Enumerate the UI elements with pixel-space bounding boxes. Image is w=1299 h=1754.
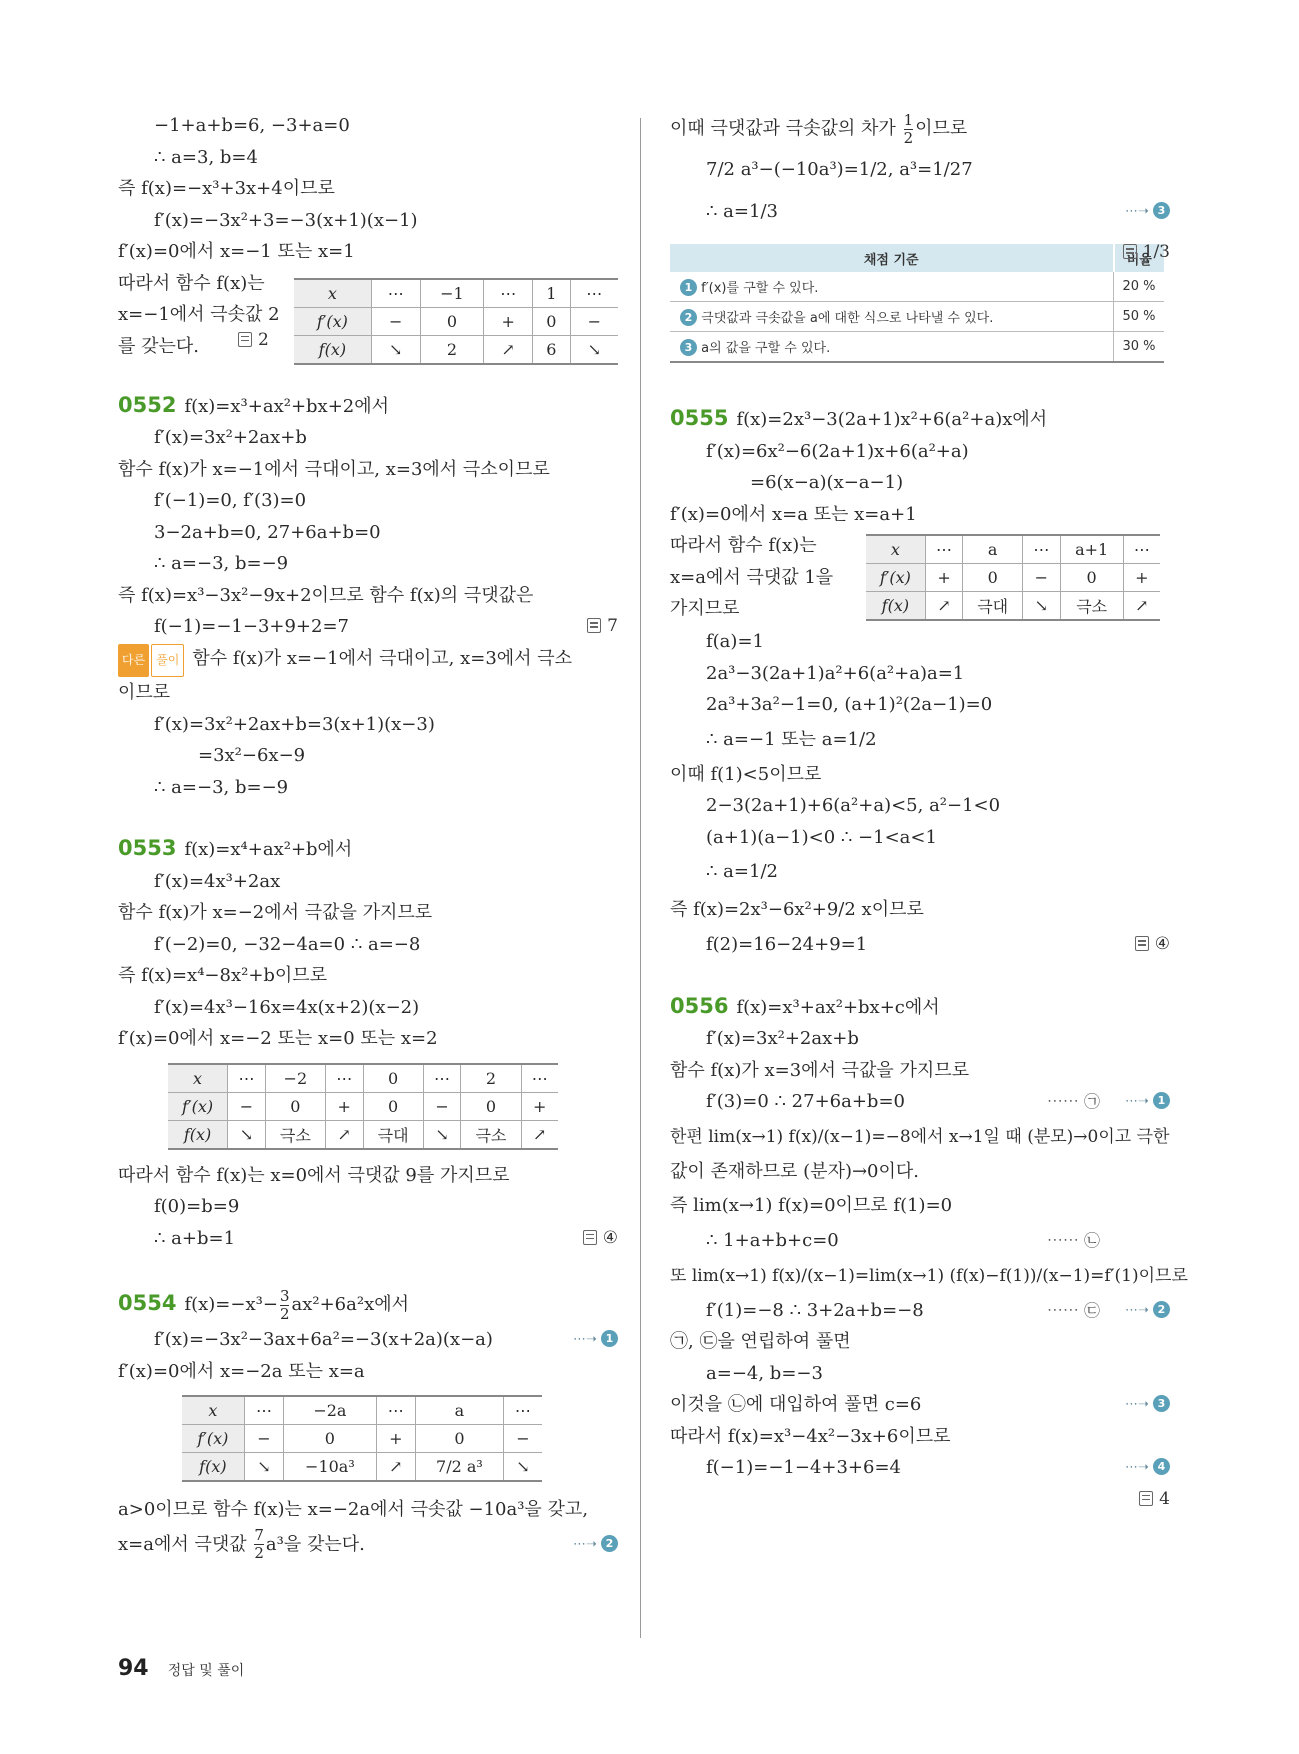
table-cell: ↗ bbox=[325, 1120, 363, 1149]
line: ∴ a=1/3 ⋯➝ 3 bbox=[670, 192, 1170, 232]
table-cell: −2 bbox=[265, 1064, 325, 1093]
line: 2a³+3a²−1=0, (a+1)²(2a−1)=0 bbox=[706, 694, 993, 715]
table-cell: ↘ bbox=[423, 1120, 461, 1149]
table-cell: ⋯ bbox=[925, 535, 962, 564]
table-row bbox=[294, 279, 618, 308]
table-cell: a bbox=[415, 1396, 503, 1425]
table-cell: f′(x) bbox=[168, 1092, 228, 1120]
table-cell: 극대 bbox=[963, 592, 1023, 621]
table-cell: ⋯ bbox=[570, 279, 618, 308]
line: (a+1)(a−1)<0 ∴ −1<a<1 bbox=[706, 826, 937, 848]
step-mark: ⋯➝ 2 bbox=[573, 1526, 618, 1564]
answer-icon bbox=[1123, 244, 1137, 259]
line: −1+a+b=6, −3+a=0 bbox=[154, 115, 350, 136]
step-mark: ⋯➝ 1 bbox=[1125, 1086, 1170, 1118]
line: ∴ a=−1 또는 a=1/2 bbox=[706, 728, 877, 750]
criteria-row: 2 극댓값과 극솟값을 a에 대한 식으로 나타낼 수 있다. 50 % bbox=[670, 302, 1164, 332]
line: 이때 f(1)<5이므로 bbox=[670, 763, 822, 785]
table-cell: ⋯ bbox=[521, 1064, 558, 1093]
table-cell: ⋯ bbox=[325, 1064, 363, 1093]
line: 즉 lim(x→1) f(x)=0이므로 f(1)=0 bbox=[670, 1195, 953, 1216]
equation-tag: ⋯⋯ ㉡ bbox=[1046, 1231, 1100, 1250]
line: 즉 f(x)=x⁴−8x²+b이므로 bbox=[118, 965, 328, 986]
table-cell: + bbox=[1123, 564, 1160, 592]
page-number: 94 bbox=[118, 1656, 149, 1681]
table-cell: ⋯ bbox=[484, 279, 533, 308]
table-cell: − bbox=[570, 307, 618, 335]
table-cell: ↗ bbox=[925, 592, 962, 621]
table-cell: ↗ bbox=[484, 335, 533, 364]
table-cell: 극소 bbox=[1060, 592, 1123, 621]
table-cell: f(x) bbox=[866, 592, 925, 621]
line: a>0이므로 함수 f(x)는 x=−2a에서 극솟값 −10a³을 갖고, bbox=[118, 1499, 589, 1520]
line: ∴ a=−3, b=−9 bbox=[154, 553, 289, 574]
line: 따라서 함수 f(x)는 bbox=[118, 272, 265, 294]
line: =3x²−6x−9 bbox=[198, 745, 306, 766]
table-cell: 2 bbox=[420, 335, 484, 364]
table-cell: 0 bbox=[363, 1064, 423, 1093]
line: 이것을 ㉡에 대입하여 풀면 c=6 ⋯➝ 3 bbox=[670, 1389, 1170, 1421]
table-cell: 극소 bbox=[461, 1120, 521, 1149]
table-cell: f′(x) bbox=[294, 307, 371, 335]
line: f′(−1)=0, f′(3)=0 bbox=[154, 490, 307, 511]
table-cell: ⋯ bbox=[228, 1064, 266, 1093]
answer: ④ bbox=[1135, 929, 1170, 961]
table-cell: x bbox=[168, 1064, 228, 1093]
grading-criteria-table bbox=[670, 244, 1164, 363]
table-cell: ↘ bbox=[244, 1453, 283, 1482]
table-cell: 0 bbox=[1060, 564, 1123, 592]
line: f(2)=16−24+9=1 ④ bbox=[670, 929, 1170, 961]
step-mark: ⋯➝ 3 bbox=[1125, 192, 1170, 232]
answer: ④ bbox=[583, 1223, 618, 1255]
answer-icon bbox=[1135, 936, 1149, 951]
table-cell: − bbox=[244, 1425, 283, 1453]
line: x=a에서 극댓값 1을 bbox=[670, 566, 834, 588]
table-row bbox=[182, 1425, 542, 1453]
line: f(a)=1 bbox=[706, 631, 764, 652]
table-cell: −2a bbox=[284, 1396, 376, 1425]
table-cell: x bbox=[182, 1396, 244, 1425]
table-cell: ↘ bbox=[371, 335, 420, 364]
table-cell: ⋯ bbox=[423, 1064, 461, 1093]
line: 즉 f(x)=x³−3x²−9x+2이므로 함수 f(x)의 극댓값은 bbox=[118, 584, 534, 606]
table-cell: ⋯ bbox=[376, 1396, 415, 1425]
line: 함수 f(x)가 x=−2에서 극값을 가지므로 bbox=[118, 902, 433, 923]
line: 2a³−3(2a+1)a²+6(a²+a)a=1 bbox=[706, 662, 965, 684]
line: f′(−2)=0, −32−4a=0 ∴ a=−8 bbox=[154, 933, 421, 955]
table-cell: − bbox=[1023, 564, 1060, 592]
step-mark: ⋯➝ 3 bbox=[1125, 1389, 1170, 1421]
table-cell: 0 bbox=[963, 564, 1023, 592]
table-row bbox=[866, 592, 1160, 621]
table-cell: − bbox=[371, 307, 420, 335]
line: x=−1에서 극솟값 2 bbox=[118, 304, 280, 325]
equation-tag: ⋯⋯ ㉢ bbox=[1046, 1300, 1100, 1320]
table-row bbox=[168, 1092, 558, 1120]
table-cell: ⋯ bbox=[1023, 535, 1060, 564]
table-cell: + bbox=[925, 564, 962, 592]
line: =6(x−a)(x−a−1) bbox=[750, 472, 904, 493]
table-cell: ↘ bbox=[228, 1120, 266, 1149]
table-cell: 0 bbox=[420, 307, 484, 335]
line: 따라서 함수 f(x)는 x=0에서 극댓값 9를 가지므로 bbox=[118, 1164, 510, 1186]
line: f′(x)=3x²+2ax+b=3(x+1)(x−3) bbox=[154, 713, 435, 735]
line: f′(x)=0에서 x=−2a 또는 x=a bbox=[118, 1360, 365, 1382]
table-row bbox=[294, 335, 618, 364]
line: 따라서 f(x)=x³−4x²−3x+6이므로 bbox=[670, 1425, 951, 1447]
line: f′(x)=4x³−16x=4x(x+2)(x−2) bbox=[154, 996, 420, 1018]
table-row bbox=[866, 535, 1160, 564]
criteria-header: 채점 기준 bbox=[670, 244, 1114, 272]
table-cell: x bbox=[294, 279, 371, 308]
right-column bbox=[670, 110, 1188, 1509]
problem-number: 0555 bbox=[670, 406, 729, 430]
line: 3−2a+b=0, 27+6a+b=0 bbox=[154, 521, 381, 543]
alt-solution: 다른 풀이 함수 f(x)가 x=−1에서 극대이고, x=3에서 극소 bbox=[118, 643, 618, 678]
line: f(−1)=−1−3+9+2=7 7 bbox=[118, 611, 618, 643]
table-cell: 0 bbox=[284, 1425, 376, 1453]
line: f′(3)=0 ∴ 27+6a+b=0 ⋯⋯ ㉠ ⋯➝ 1 bbox=[670, 1086, 1170, 1118]
table-cell: f′(x) bbox=[866, 564, 925, 592]
line: f′(x)=4x³+2ax bbox=[154, 870, 281, 892]
line: f′(x)=3x²+2ax+b bbox=[706, 1028, 859, 1049]
table-cell: + bbox=[521, 1092, 558, 1120]
line: f′(x)=0에서 x=a 또는 x=a+1 bbox=[670, 503, 917, 525]
alt-badge: 다른 bbox=[118, 644, 149, 678]
step-mark: ⋯➝ 4 bbox=[1125, 1452, 1170, 1484]
problem-number: 0552 bbox=[118, 392, 177, 417]
problem-0555-head: 0555 f(x)=2x³−3(2a+1)x²+6(a²+a)x에서 bbox=[670, 406, 1048, 430]
table-cell: 1 bbox=[533, 279, 570, 308]
answer: 2 bbox=[238, 330, 269, 350]
line: f′(x)=0에서 x=−1 또는 x=1 bbox=[118, 241, 355, 262]
line: ㉠, ㉢을 연립하여 풀면 bbox=[670, 1331, 851, 1352]
variation-table-0551 bbox=[294, 278, 618, 365]
line: f′(x)=−3x²−3ax+6a²=−3(x+2a)(x−a) ⋯➝ 1 bbox=[118, 1324, 618, 1356]
problem-0554-head: 0554 f(x)=−x³− $\frac{3}{2}$ ax²+6a²x에서 bbox=[118, 1286, 409, 1323]
variation-table-0554 bbox=[182, 1395, 542, 1482]
table-cell: − bbox=[503, 1425, 542, 1453]
table-row bbox=[168, 1064, 558, 1093]
ratio-header: 비율 bbox=[1114, 244, 1165, 272]
table-row bbox=[182, 1396, 542, 1425]
table-cell: ↘ bbox=[503, 1453, 542, 1482]
table-cell: − bbox=[228, 1092, 266, 1120]
table-cell: ⋯ bbox=[371, 279, 420, 308]
line: 이때 극댓값과 극솟값의 차가 $\frac{1}{2}$ 이므로 bbox=[670, 110, 968, 147]
line: ∴ a=−3, b=−9 bbox=[154, 776, 289, 798]
line: 따라서 함수 f(x)는 bbox=[670, 535, 817, 556]
problem-0555-table-block bbox=[670, 530, 1170, 626]
table-cell: a+1 bbox=[1060, 535, 1123, 564]
column-divider bbox=[640, 118, 641, 1638]
line: ∴ a=3, b=4 bbox=[154, 146, 258, 168]
table-cell: 0 bbox=[461, 1092, 521, 1120]
criteria-row: 3 a의 값을 구할 수 있다. 30 % bbox=[670, 332, 1164, 363]
criteria-row: 1 f′(x)를 구할 수 있다. 20 % bbox=[670, 272, 1164, 302]
answer-icon bbox=[1139, 1491, 1153, 1506]
line: ∴ a+b=1 ④ bbox=[118, 1223, 618, 1255]
fraction: $\frac{3}{2}$ bbox=[279, 1286, 290, 1323]
answer-icon bbox=[583, 1230, 597, 1245]
page-footer bbox=[118, 1656, 244, 1681]
line: f(−1)=−1−4+3+6=4 ⋯➝ 4 bbox=[670, 1452, 1170, 1484]
fraction: $\frac{7}{2}$ bbox=[254, 1526, 264, 1562]
table-cell: ↘ bbox=[1023, 592, 1060, 621]
table-cell: ↘ bbox=[570, 335, 618, 364]
line: f′(x)=−3x²+3=−3(x+1)(x−1) bbox=[154, 209, 418, 231]
table-cell: a bbox=[963, 535, 1023, 564]
table-cell: 0 bbox=[533, 307, 570, 335]
table-cell: ↗ bbox=[376, 1453, 415, 1482]
answer: 1/3 bbox=[1123, 232, 1170, 272]
variation-table-0555 bbox=[866, 534, 1160, 621]
table-cell: 0 bbox=[415, 1425, 503, 1453]
line: 함수 f(x)가 x=−1에서 극대이고, x=3에서 극소이므로 bbox=[118, 458, 550, 480]
line: 즉 f(x)=−x³+3x+4이므로 bbox=[118, 178, 335, 199]
table-cell: f′(x) bbox=[182, 1425, 244, 1453]
problem-number: 0556 bbox=[670, 993, 729, 1018]
problem-0556-head: 0556 f(x)=x³+ax²+bx+c에서 bbox=[670, 993, 940, 1018]
table-cell: 극소 bbox=[265, 1120, 325, 1149]
line: 2−3(2a+1)+6(a²+a)<5, a²−1<0 bbox=[706, 795, 1001, 816]
table-cell: −10a³ bbox=[284, 1453, 376, 1482]
table-cell: + bbox=[376, 1425, 415, 1453]
equation-tag: ⋯⋯ ㉠ bbox=[1046, 1092, 1100, 1111]
table-row bbox=[182, 1453, 542, 1482]
line: 를 갖는다. bbox=[118, 335, 199, 357]
line: 한편 lim(x→1) f(x)/(x−1)=−8에서 x→1일 때 (분모)→0이고 극한 bbox=[670, 1126, 1170, 1147]
left-column bbox=[118, 110, 618, 1564]
line: 7/2 a³−(−10a³)=1/2, a³=1/27 bbox=[706, 159, 973, 180]
table-cell: 0 bbox=[265, 1092, 325, 1120]
table-cell: − bbox=[423, 1092, 461, 1120]
problem-0553-head: 0553 f(x)=x⁴+ax²+b에서 bbox=[118, 836, 353, 860]
problem-0552-head: 0552 f(x)=x³+ax²+bx+2에서 bbox=[118, 392, 390, 417]
line: ∴ 1+a+b+c=0 ⋯⋯ ㉡ bbox=[670, 1225, 1170, 1257]
alt-badge: 풀이 bbox=[151, 644, 184, 678]
fraction: $\frac{1}{2}$ bbox=[903, 110, 914, 147]
line: 즉 f(x)=2x³−6x²+9/2 x이므로 bbox=[670, 899, 924, 920]
table-cell: ⋯ bbox=[244, 1396, 283, 1425]
table-cell: ⋯ bbox=[503, 1396, 542, 1425]
line: x=a에서 극댓값 $\frac{7}{2}$ a³을 갖는다. ⋯➝ 2 bbox=[118, 1526, 618, 1564]
table-cell: f(x) bbox=[182, 1453, 244, 1482]
answer: 7 bbox=[587, 611, 618, 643]
table-cell: −1 bbox=[420, 279, 484, 308]
step-mark: ⋯➝ 2 bbox=[1125, 1295, 1170, 1327]
table-cell: + bbox=[325, 1092, 363, 1120]
line: 함수 f(x)가 x=3에서 극값을 가지므로 bbox=[670, 1059, 970, 1081]
table-cell: 0 bbox=[363, 1092, 423, 1120]
footer-label: 정답 및 풀이 bbox=[167, 1663, 245, 1679]
table-cell: x bbox=[866, 535, 925, 564]
line: 값이 존재하므로 (분자)→0이다. bbox=[670, 1160, 920, 1182]
answer-icon bbox=[587, 618, 601, 633]
answer-icon bbox=[238, 332, 252, 347]
table-cell: f(x) bbox=[294, 335, 371, 364]
table-cell: + bbox=[484, 307, 533, 335]
problem-number: 0554 bbox=[118, 1291, 177, 1315]
table-cell: 7/2 a³ bbox=[415, 1453, 503, 1482]
table-cell: ⋯ bbox=[1123, 535, 1160, 564]
table-cell: 극대 bbox=[363, 1120, 423, 1149]
line: 이므로 bbox=[118, 682, 171, 703]
table-cell: 2 bbox=[461, 1064, 521, 1093]
problem-0551-conclusion bbox=[118, 268, 618, 360]
problem-number: 0553 bbox=[118, 836, 177, 860]
table-row bbox=[294, 307, 618, 335]
line: 또 lim(x→1) f(x)/(x−1)=lim(x→1) (f(x)−f(1))/(x−1)=f′(1)이므로 bbox=[670, 1265, 1188, 1286]
table-cell: ↗ bbox=[521, 1120, 558, 1149]
line: f′(1)=−8 ∴ 3+2a+b=−8 ⋯⋯ ㉢ ⋯➝ 2 bbox=[670, 1295, 1170, 1327]
table-row bbox=[168, 1120, 558, 1149]
line: f′(x)=3x²+2ax+b bbox=[154, 427, 307, 448]
table-row bbox=[866, 564, 1160, 592]
table-cell: 6 bbox=[533, 335, 570, 364]
line: ∴ a=1/2 bbox=[706, 861, 778, 882]
table-cell: ↗ bbox=[1123, 592, 1160, 621]
line: 가지므로 bbox=[670, 598, 740, 619]
step-mark: ⋯➝ 1 bbox=[573, 1324, 618, 1356]
line: f′(x)=6x²−6(2a+1)x+6(a²+a) bbox=[706, 440, 969, 462]
line: f(0)=b=9 bbox=[154, 1196, 240, 1217]
line: f′(x)=0에서 x=−2 또는 x=0 또는 x=2 bbox=[118, 1028, 438, 1049]
line: a=−4, b=−3 bbox=[706, 1362, 823, 1384]
variation-table-0553 bbox=[168, 1063, 558, 1150]
answer: 4 bbox=[1139, 1484, 1170, 1516]
table-cell: f(x) bbox=[168, 1120, 228, 1149]
